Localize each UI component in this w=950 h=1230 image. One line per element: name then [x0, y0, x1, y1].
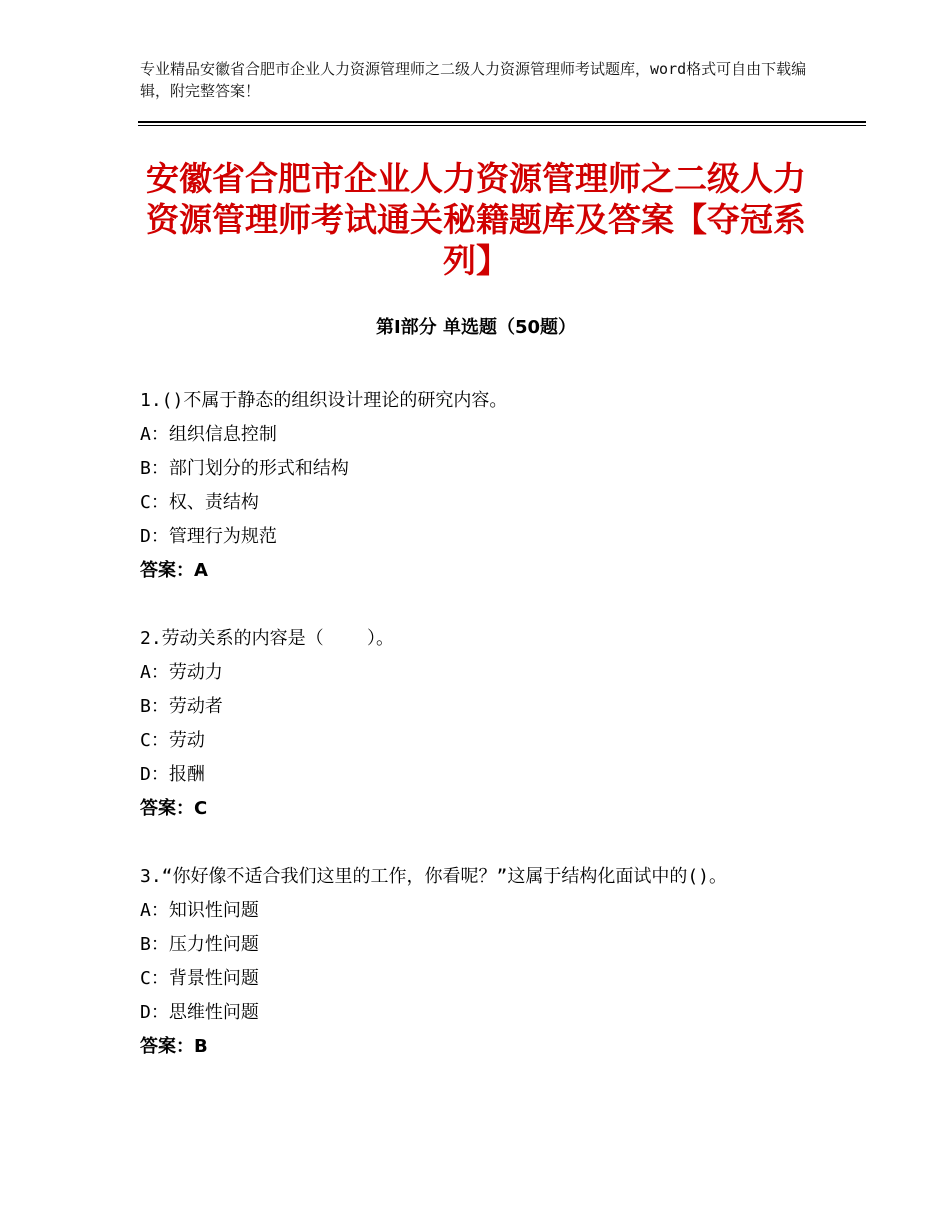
question-list: [140, 384, 812, 1098]
question-3: [140, 860, 812, 1064]
option-b: B：部门划分的形式和结构: [140, 458, 349, 479]
question-1: [140, 384, 812, 588]
answer-label: 答案：B: [140, 1036, 208, 1057]
header-divider-thick: [138, 121, 866, 123]
document-title: 安徽省合肥市企业人力资源管理师之二级人力资源管理师考试通关秘籍题库及答案【夺冠系列】: [146, 159, 806, 280]
option-c: C：权、责结构: [140, 492, 259, 513]
option-a: A：知识性问题: [140, 900, 259, 921]
question-2: [140, 622, 812, 826]
option-b: B：压力性问题: [140, 934, 259, 955]
option-d: D：思维性问题: [140, 1002, 259, 1023]
option-a: A：劳动力: [140, 662, 223, 683]
option-d: D：管理行为规范: [140, 526, 277, 547]
answer-label: 答案：A: [140, 560, 208, 581]
option-c: C：背景性问题: [140, 968, 259, 989]
section-title: 第Ⅰ部分 单选题（50题）: [375, 317, 576, 338]
option-c: C：劳动: [140, 730, 205, 751]
option-b: B：劳动者: [140, 696, 223, 717]
option-a: A：组织信息控制: [140, 424, 277, 445]
question-stem: 3.“你好像不适合我们这里的工作，你看呢？”这属于结构化面试中的()。: [140, 866, 728, 887]
question-stem: 1.()不属于静态的组织设计理论的研究内容。: [140, 390, 508, 411]
header-note: 专业精品安徽省合肥市企业人力资源管理师之二级人力资源管理师考试题库，word格式可自由下载编辑，附完整答案！: [140, 60, 807, 100]
answer-label: 答案：C: [140, 798, 208, 819]
header-divider-thin: [138, 125, 866, 126]
option-d: D：报酬: [140, 764, 205, 785]
question-stem: 2.劳动关系的内容是（ ）。: [140, 628, 395, 649]
